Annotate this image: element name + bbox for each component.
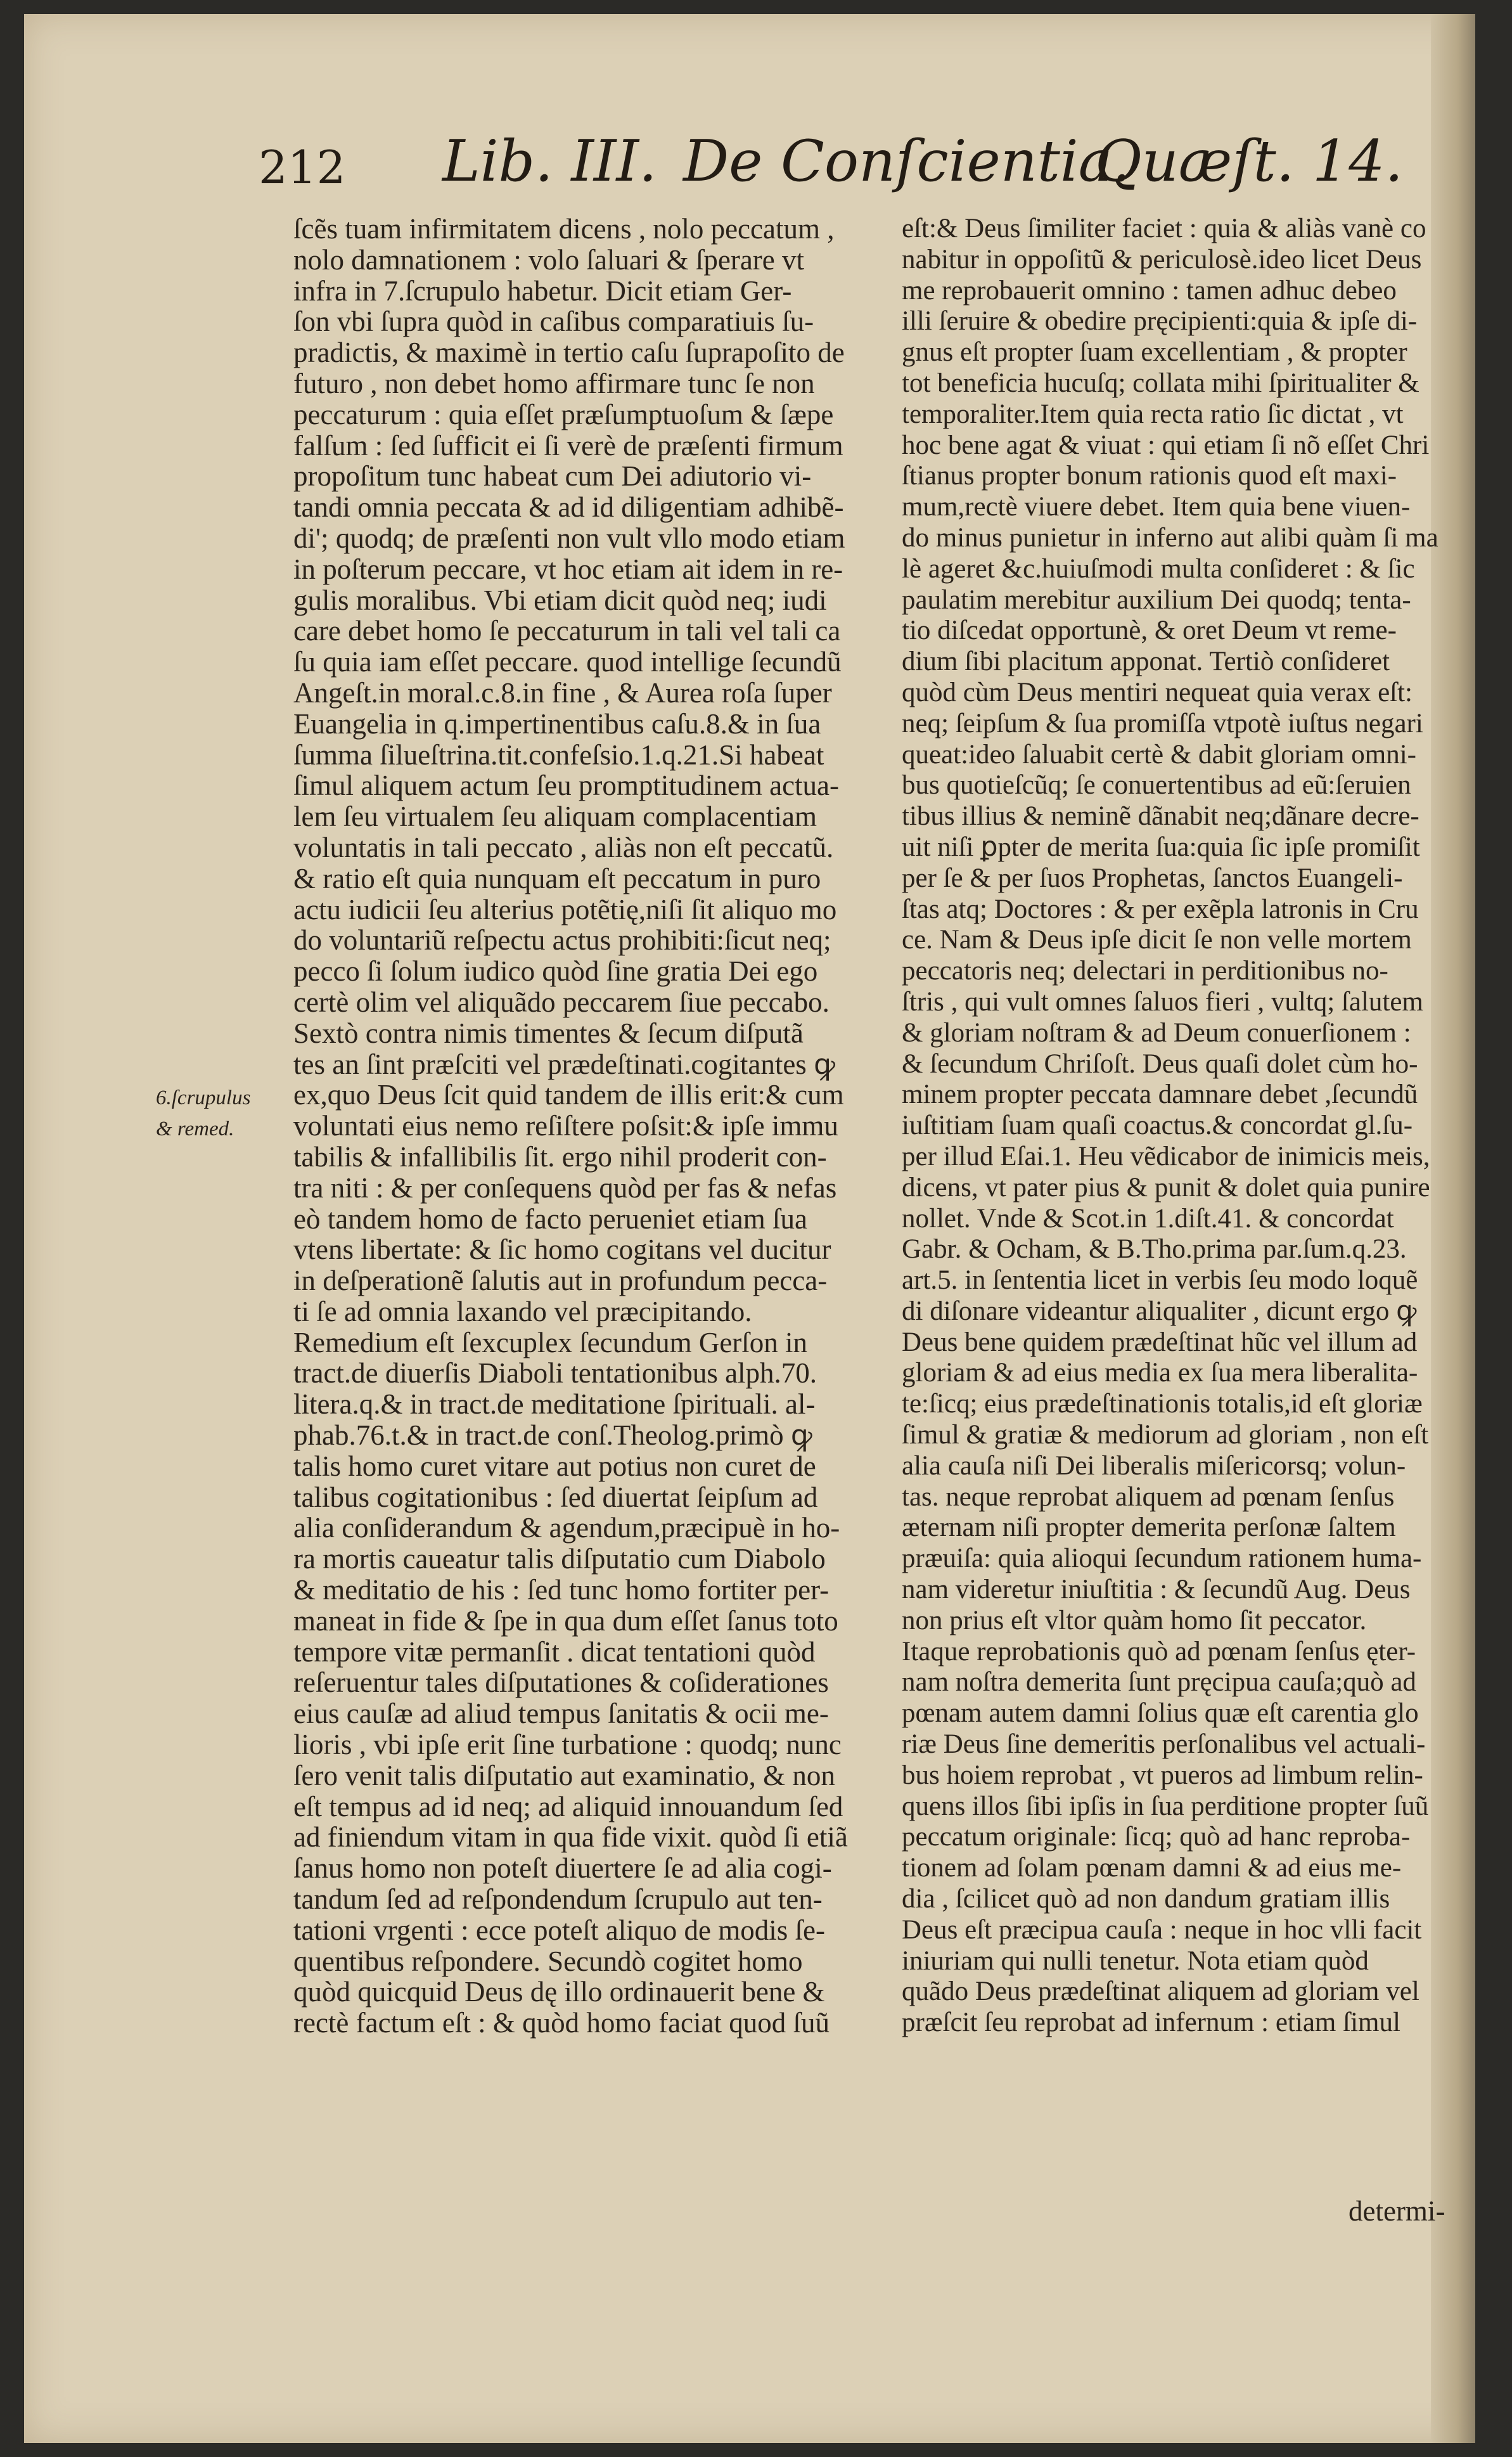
- text-line: præſcit ſeu reprobat ad infernum : etiam ſimul: [902, 2008, 1400, 2038]
- text-line: voluntatis in tali peccato , aliàs non eſt peccatũ.: [293, 831, 834, 863]
- text-line: pradictis, & maximè in tertio caſu ſuprapoſito de: [293, 337, 845, 369]
- text-line: Angeſt.in moral.c.8.in fine , & Aurea roſa ſuper: [293, 676, 832, 709]
- text-line: actu iudicii ſeu alterius potẽtię,niſi ſit aliquo mo: [293, 893, 837, 925]
- text-line: art.5. in ſententia licet in verbis ſeu modo loquẽ: [902, 1265, 1418, 1296]
- text-line: quens illos ſibi ipſis in ſua perditione propter ſuũ: [902, 1791, 1429, 1821]
- text-line: alia conſiderandum & agendum,præcipuè in ho-: [293, 1512, 840, 1544]
- text-line: tationi vrgenti : ecce poteſt aliquo de modis ſe-: [293, 1914, 825, 1946]
- text-line: eſt:& Deus ſimiliter faciet : quia & aliàs vanè co: [902, 214, 1426, 243]
- text-line: per illud Eſai.1. Heu vẽdicabor de inimicis meis,: [902, 1141, 1430, 1171]
- text-line: do minus punietur in inferno aut alibi quàm ſi ma: [902, 522, 1438, 553]
- text-line: talis homo curet vitare aut potius non curet de: [293, 1450, 816, 1482]
- text-line: ſtris , qui vult omnes ſaluos fieri , vultq; ſalutem: [902, 986, 1423, 1017]
- text-line: minem propter peccata damnare debet ,ſecundũ: [902, 1080, 1418, 1110]
- text-line: di diſonare videantur aliqualiter , dicunt ergo ꝙ: [902, 1296, 1417, 1326]
- text-line: & ratio eſt quia nunquam eſt peccatum in puro: [293, 862, 821, 894]
- text-line: tempore vitæ permanſit . dicat tentationi quòd: [293, 1635, 816, 1668]
- text-line: Deus bene quidem prædeſtinat hũc vel illum ad: [902, 1327, 1418, 1357]
- text-line: tra niti : & per conſequens quòd per fas & nefas: [293, 1171, 837, 1204]
- text-line: nam videretur iniuſtitia : & ſecundũ Aug. Deus: [902, 1575, 1411, 1605]
- text-line: ſimul aliquem actum ſeu promptitudinem actua-: [293, 770, 840, 802]
- text-line: propoſitum tunc habeat cum Dei adiutorio vi-: [293, 460, 812, 493]
- text-line: voluntati eius nemo reſiſtere poſsit:& ipſe immu: [293, 1110, 838, 1142]
- text-line: tas. neque reprobat aliquem ad pœnam ſenſus: [902, 1481, 1395, 1512]
- text-line: ra mortis caueatur talis diſputatio cum Diabolo: [293, 1543, 826, 1575]
- text-line: ſero venit talis diſputatio aut examinatio, & non: [293, 1759, 835, 1791]
- running-header: [24, 128, 1475, 204]
- text-line: ſtas atq; Doctores : & per exẽpla latronis in Cru: [902, 894, 1419, 924]
- text-line: lè ageret &c.huiuſmodi multa conſideret : & ſic: [902, 553, 1415, 584]
- text-line: eſt tempus ad id neq; ad aliquid innouandum ſed: [293, 1790, 843, 1822]
- text-line: Remedium eſt ſexcuplex ſecundum Gerſon in: [293, 1326, 808, 1358]
- text-line: eò tandem homo de facto perueniet etiam ſua: [293, 1203, 807, 1235]
- text-line: ex,quo Deus ſcit quid tandem de illis erit:& cum: [293, 1079, 844, 1111]
- text-line: uit niſi ꝑpter de merita ſua:quia ſic ipſe promiſit: [902, 832, 1420, 862]
- text-line: vtens libertate: & ſic homo cogitans vel ducitur: [293, 1234, 831, 1266]
- text-line: ce. Nam & Deus ipſe dicit ſe non velle mortem: [902, 925, 1412, 955]
- text-line: iuſtitiam ſuam quaſi coactus.& concordat gl.ſu-: [902, 1111, 1413, 1141]
- text-line: nolo damnationem : volo ſaluari & ſperare vt: [293, 243, 805, 276]
- text-line: nam noſtra demerita ſunt pręcipua cauſa;quò ad: [902, 1667, 1416, 1698]
- text-line: ſimul & gratiæ & mediorum ad gloriam , non eſt: [902, 1420, 1429, 1450]
- marginal-note: [156, 1084, 250, 1146]
- text-line: talibus cogitationibus : ſed diuertat ſeipſum ad: [293, 1481, 818, 1513]
- text-line: tabilis & infallibilis ſit. ergo nihil proderit con-: [293, 1140, 827, 1173]
- text-line: eius cauſæ ad aliud tempus ſanitatis & ocii me-: [293, 1698, 829, 1730]
- text-line: infra in 7.ſcrupulo habetur. Dicit etiam Ger-: [293, 274, 792, 307]
- text-line: tandum ſed ad reſpondendum ſcrupulo aut ten-: [293, 1883, 823, 1916]
- text-line: riæ Deus ſine demeritis perſonalibus vel actuali-: [902, 1729, 1426, 1760]
- text-line: gnus eſt propter ſuam excellentiam , & propter: [902, 337, 1407, 368]
- text-line: nollet. Vnde & Scot.in 1.diſt.41. & concordat: [902, 1203, 1394, 1234]
- text-line: & meditatio de his : ſed tunc homo fortiter per-: [293, 1574, 830, 1606]
- text-line: quòd quicquid Deus dę illo ordinauerit bene &: [293, 1976, 825, 2008]
- running-head-question: Quæſt. 14.: [1095, 128, 1404, 195]
- marginal-note-line: & remed.: [156, 1117, 234, 1140]
- book-page: [24, 14, 1475, 2443]
- text-line: tionem ad ſolam pœnam damni & ad eius me-: [902, 1853, 1402, 1883]
- text-line: gloriam & ad eius media ex ſua mera liberalita-: [902, 1358, 1418, 1388]
- text-line: me reprobauerit omnino : tamen adhuc debeo: [902, 275, 1397, 306]
- left-text-column: [293, 214, 883, 2039]
- text-line: quòd cùm Deus mentiri nequeat quia verax eſt:: [902, 677, 1413, 707]
- text-line: tandi omnia peccata & ad id diligentiam adhibẽ-: [293, 491, 844, 524]
- text-line: & ſecundum Chriſoſt. Deus quaſi dolet cùm ho-: [902, 1048, 1418, 1079]
- text-line: dium ſibi placitum apponat. Tertiò conſideret: [902, 647, 1390, 677]
- text-line: Euangelia in q.impertinentibus caſu.8.& in ſua: [293, 707, 821, 740]
- text-line: do voluntariũ reſpectu actus prohibiti:ſicut neq;: [293, 924, 831, 957]
- text-line: ſtianus propter bonum rationis quod eſt maxi-: [902, 461, 1397, 491]
- text-line: certè olim vel aliquãdo peccarem ſiue peccabo.: [293, 986, 830, 1018]
- text-line: non prius eſt vltor quàm homo ſit peccator.: [902, 1605, 1367, 1635]
- text-line: ſumma ſilueſtrina.tit.confeſsio.1.q.21.Si habeat: [293, 738, 824, 771]
- text-line: tract.de diuerſis Diaboli tentationibus alph.70.: [293, 1357, 817, 1390]
- text-line: præuiſa: quia alioqui ſecundum rationem huma-: [902, 1544, 1422, 1574]
- text-line: ti ſe ad omnia laxando vel præcipitando.: [293, 1295, 752, 1327]
- text-line: te:ſicq; eius prædeſtinationis totalis,id eſt gloriæ: [902, 1389, 1423, 1419]
- text-line: ſu quia iam eſſet peccare. quod intellige ſecundũ: [293, 646, 842, 678]
- text-line: peccaturum : quia eſſet præſumptuoſum & ſæpe: [293, 398, 834, 430]
- text-line: illi ſeruire & obedire pręcipienti:quia & ipſe di-: [902, 306, 1418, 337]
- right-text-column: [902, 214, 1447, 2039]
- text-line: care debet homo ſe peccaturum in tali vel tali ca: [293, 615, 841, 647]
- text-line: bus hoiem reprobat , vt pueros ad limbum relin-: [902, 1760, 1423, 1790]
- text-line: ad finiendum vitam in qua fide vixit. quòd ſi etiã: [293, 1821, 848, 1854]
- text-line: rectè factum eſt : & quòd homo faciat quod ſuũ: [293, 2007, 830, 2039]
- text-line: quentibus reſpondere. Secundò cogitet homo: [293, 1945, 803, 1977]
- text-line: dicens, vt pater pius & punit & dolet quia punire: [902, 1172, 1430, 1203]
- text-line: æternam niſi propter demerita perſonæ ſaltem: [902, 1512, 1396, 1543]
- text-line: tio diſcedat opportunè, & oret Deum vt reme-: [902, 616, 1397, 646]
- text-line: Itaque reprobationis quò ad pœnam ſenſus ęter-: [902, 1636, 1416, 1667]
- text-line: temporaliter.Item quia recta ratio ſic dictat , vt: [902, 399, 1404, 429]
- text-line: falſum : ſed ſufficit ei ſi verè de præſenti firmum: [293, 429, 843, 461]
- text-line: per ſe & per ſuos Prophetas, ſanctos Euangeli-: [902, 863, 1403, 893]
- text-line: pecco ſi ſolum iudico quòd ſine gratia Dei ego: [293, 955, 818, 988]
- text-line: Deus eſt præcipua cauſa : neque in hoc vlli facit: [902, 1914, 1422, 1945]
- text-line: phab.76.t.& in tract.de conſ.Theolog.primò ꝙ: [293, 1419, 812, 1452]
- text-line: litera.q.& in tract.de meditatione ſpirituali. al-: [293, 1388, 816, 1421]
- running-head-title: De Conſcientia.: [683, 128, 1131, 195]
- marginal-note-line: 6.ſcrupulus: [156, 1087, 251, 1109]
- text-line: & gloriam noſtram & ad Deum conuerſionem :: [902, 1017, 1411, 1048]
- text-line: Gabr. & Ocham, & B.Tho.prima par.ſum.q.23.: [902, 1234, 1407, 1265]
- catchword: determi-: [1349, 2195, 1445, 2227]
- text-line: Sextò contra nimis timentes & ſecum diſputã: [293, 1017, 804, 1049]
- text-line: alia cauſa niſi Dei liberalis miſericorsq; volun-: [902, 1450, 1406, 1481]
- text-line: peccatoris neq; delectari in perditionibus no-: [902, 956, 1388, 986]
- text-line: bus quotieſcũq; ſe conuertentibus ad eũ:ſeruien: [902, 770, 1411, 801]
- text-line: tibus illius & neminẽ dãnabit neq;dãnare decre-: [902, 801, 1419, 832]
- text-line: pœnam autem damni ſolius quæ eſt carentia glo: [902, 1698, 1419, 1729]
- text-line: tot beneficia hucuſq; collata mihi ſpiritualiter &: [902, 368, 1419, 398]
- text-line: mum,rectè viuere debet. Item quia bene viuen-: [902, 492, 1411, 522]
- text-line: queat:ideo ſaluabit certè & dabit gloriam omni-: [902, 739, 1416, 770]
- text-line: neq; ſeipſum & ſua promiſſa vtpotè iuſtus negari: [902, 708, 1423, 738]
- page-number: 212: [259, 141, 346, 194]
- running-head-book: Lib. III.: [442, 128, 657, 195]
- text-line: futuro , non debet homo affirmare tunc ſe non: [293, 367, 815, 399]
- text-line: ſanus homo non poteſt diuertere ſe ad alia cogi-: [293, 1852, 832, 1885]
- text-line: quãdo Deus prædeſtinat aliquem ad gloriam vel: [902, 1977, 1419, 2007]
- text-line: di'; quodq; de præſenti non vult vllo modo etiam: [293, 522, 845, 554]
- text-line: dia , ſcilicet quò ad non dandum gratiam illis: [902, 1884, 1390, 1914]
- text-line: paulatim merebitur auxilium Dei quodq; tenta-: [902, 584, 1411, 615]
- text-line: ſcẽs tuam infirmitatem dicens , nolo peccatum ,: [293, 213, 835, 245]
- text-line: reſeruentur tales diſputationes & coſiderationes: [293, 1667, 829, 1699]
- text-line: lem ſeu virtualem ſeu aliquam complacentiam: [293, 801, 817, 833]
- text-line: nabitur in oppoſitũ & periculosè.ideo licet Deus: [902, 244, 1422, 274]
- text-line: hoc bene agat & viuat : qui etiam ſi nõ eſſet Chri: [902, 430, 1430, 460]
- text-line: peccatum originale: ſicq; quò ad hanc reproba-: [902, 1822, 1411, 1852]
- text-line: tes an ſint præſciti vel prædeſtinati.cogitantes ꝙ: [293, 1048, 835, 1080]
- text-line: ſon vbi ſupra quòd in caſibus comparatiuis ſu-: [293, 306, 814, 338]
- text-line: in poſterum peccare, vt hoc etiam ait idem in re-: [293, 553, 843, 585]
- text-line: gulis moralibus. Vbi etiam dicit quòd neq; iudi: [293, 584, 827, 616]
- text-line: lioris , vbi ipſe erit ſine turbatione : quodq; nunc: [293, 1729, 842, 1761]
- text-line: iniuriam qui nulli tenetur. Nota etiam quòd: [902, 1945, 1369, 1976]
- text-line: maneat in fide & ſpe in qua dum eſſet ſanus toto: [293, 1604, 838, 1637]
- text-line: in deſperationẽ ſalutis aut in profundum pecca-: [293, 1265, 828, 1297]
